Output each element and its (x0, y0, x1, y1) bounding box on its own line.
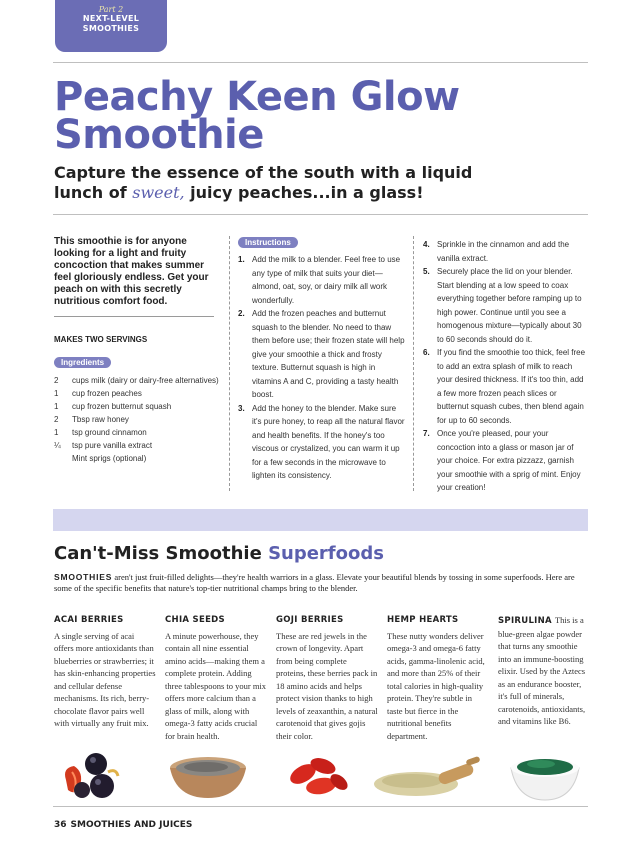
superfood-acai (54, 614, 156, 730)
ingredient-text: cup frozen butternut squash (72, 402, 172, 411)
superfood-goji (276, 614, 378, 742)
ingredient-text: cups milk (dairy or dairy-free alternatives) (72, 376, 219, 385)
page-subtitle (54, 163, 574, 203)
footer-title: SMOOTHIES AND JUICES (70, 820, 193, 830)
ingredient-text: cup frozen peaches (72, 389, 142, 398)
superfood-name: CHIA SEEDS (165, 615, 225, 625)
ingredient-qty: 2 (54, 415, 59, 424)
ingredient-qty: 1 (54, 389, 59, 398)
instruction-step (238, 307, 406, 402)
superfood-name: ACAI BERRIES (54, 615, 124, 625)
step-number: 6. (423, 348, 430, 357)
subtitle-line2-start: lunch of (54, 183, 133, 202)
superfoods-title-accent: Superfoods (268, 543, 384, 564)
superfood-name: GOJI BERRIES (276, 615, 344, 625)
step-number: 1. (238, 255, 245, 264)
step-number: 5. (423, 267, 430, 276)
superfoods-intro (54, 572, 589, 594)
ingredient-qty: 2 (54, 376, 59, 385)
instruction-step (423, 238, 588, 265)
step-text: If you find the smoothie too thick, feel free to add an extra splash of milk to reach your desired thickness. If it's too thin, add a few more frozen peach slices or butternut squash cubes, then blend again for up to 60 seconds. (437, 348, 586, 425)
acai-berries-image (58, 750, 128, 806)
ingredient-text: tsp pure vanilla extract (72, 441, 153, 450)
ingredient-text: tsp ground cinnamon (72, 428, 147, 437)
step-number: 2. (238, 309, 245, 318)
section-band (53, 509, 588, 531)
ingredient-item (54, 374, 224, 387)
ingredient-item (54, 439, 224, 452)
superfoods-intro-text: aren't just fruit-filled delights—they're health warriors in a glass. Elevate your beautiful blends by tossing in some superfoods. Here are some of the specific benefits that nature's top-tier nutritional champs bring to the blender. (54, 572, 575, 593)
hemp-hearts-image (372, 756, 482, 800)
title-line-2: Smoothie (54, 112, 264, 158)
superfood-text: A minute powerhouse, they contain all nine essential amino acids—making them a complete protein. Adding three tablespoons to your mix offers more calcium than a glass of milk, along with omega-3 fatty acids crucial for brain health. (165, 630, 267, 741)
column-divider-1 (229, 236, 230, 491)
subtitle-line-1: Capture the essence of the south with a liquid (54, 163, 473, 182)
step-text: Sprinkle in the cinnamon and add the vanilla extract. (437, 240, 570, 263)
instruction-step (238, 402, 406, 483)
ingredient-text: Tbsp raw honey (72, 415, 129, 424)
bottom-divider (53, 806, 588, 807)
ingredient-text: Mint sprigs (optional) (72, 454, 147, 463)
page-footer (54, 820, 192, 830)
ingredient-item (54, 452, 224, 465)
step-text: Add the honey to the blender. Make sure it's pure honey, to reap all the natural flavor and health benefits. If the honey's too viscous or crystalized, you can warm it up for a few seconds in the microwave to lighten its consistency. (252, 403, 405, 480)
page-title (54, 74, 460, 158)
instructions-heading: Instructions (238, 237, 298, 248)
ingredient-qty: 1 (54, 402, 59, 411)
subtitle-sweet-word: sweet, (132, 183, 185, 202)
instruction-step (238, 253, 406, 307)
instruction-step (423, 427, 588, 495)
step-text: Securely place the lid on your blender. Start blending at a low speed to coax everything together before ramping up to high power. Continue until you see a homogenous mixture—typically about 30 to 60 seconds should do it. (437, 267, 582, 344)
column-divider-2 (413, 236, 414, 491)
step-text: Add the milk to a blender. Feel free to use any type of milk that suits your diet—almond, oat, soy, or dairy milk all work wonderfully. (252, 255, 401, 305)
superfood-name: SPIRULINA (498, 616, 552, 626)
ingredient-item (54, 426, 224, 439)
servings-label: MAKES TWO SERVINGS (54, 335, 148, 344)
step-text: Once you're pleased, pour your concoction into a glass or mason jar of your choice. For extra pizzazz, garnish your smoothie with a sprig of mint. Enjoy your creation! (437, 429, 581, 492)
intro-divider (54, 316, 214, 317)
ingredients-list (54, 374, 224, 465)
superfood-text: These nutty wonders deliver omega-3 and omega-6 fatty acids, gamma-linolenic acid, and more than 25% of their total calories in high-quality protein. They're subtle in taste but fierce in the nutritional benefits department. (387, 630, 485, 741)
section-tab (55, 0, 167, 52)
step-text: Add the frozen peaches and butternut squash to the blender. No need to thaw them before use; their frozen state will help give your smoothie a thick and frosty texture. Butternut squash is high in vitamins A and C, providing a tasty health boost. (252, 309, 405, 399)
chia-seeds-image (168, 754, 248, 800)
superfood-text: These are red jewels in the crown of longevity. Apart from being complete proteins, these berries pack in 18 amino acids and helps protect vision thanks to high levels of zeaxanthin, a natural carotenoid that gives gojis their color. (276, 630, 378, 741)
tab-line-2: SMOOTHIES (82, 24, 140, 33)
subtitle-line-2 (54, 183, 574, 203)
page-number: 36 (54, 820, 67, 830)
step-number: 3. (238, 403, 245, 413)
tab-part-label: Part 2 (98, 5, 124, 14)
title-line-1: Peachy Keen Glow (54, 74, 460, 120)
ingredient-item (54, 413, 224, 426)
superfood-name: HEMP HEARTS (387, 615, 459, 625)
superfood-chia (165, 614, 267, 742)
superfoods-intro-lead: SMOOTHIES (54, 572, 113, 582)
instructions-column-2 (423, 238, 588, 495)
ingredient-qty: 1 (54, 428, 59, 437)
ingredient-qty: ¼ (54, 441, 61, 450)
superfoods-title (54, 543, 384, 564)
superfood-spirulina (498, 614, 590, 728)
superfood-hemp (387, 614, 489, 742)
spirulina-image (507, 752, 583, 802)
ingredient-item (54, 400, 224, 413)
ingredients-heading: Ingredients (54, 357, 111, 368)
instruction-step (423, 346, 588, 427)
instruction-step (423, 265, 588, 346)
subtitle-divider (53, 214, 588, 215)
subtitle-line2-end: juicy peaches...in a glass! (184, 183, 424, 202)
step-number: 7. (423, 429, 430, 438)
tab-line-1: NEXT-LEVEL (82, 14, 140, 23)
instructions-column-1 (238, 253, 406, 483)
ingredient-item (54, 387, 224, 400)
goji-berries-image (283, 752, 353, 804)
top-divider (53, 62, 588, 63)
superfoods-title-main: Can't-Miss Smoothie (54, 543, 269, 564)
ingredient-qty (54, 452, 72, 465)
step-number: 4. (423, 240, 430, 249)
superfood-text: This is a blue-green algae powder that turns any smoothie into an immune-boosting elixir. Used by the Aztecs as an endurance booster, it's full of minerals, carotenoids, antioxidants, and vitamins like B6. (498, 615, 586, 726)
recipe-intro: This smoothie is for anyone looking for a light and fruity concoction that makes summer feel gloriously endless. Get your peach on with this secretly nutritious comfort food. (54, 236, 209, 307)
superfood-text: A single serving of acai offers more antioxidants than blueberries or strawberries; it has skin-enhancing properties and cellular defense mechanisms. Its rich, berry-chocolate flavor pairs well with virtually any fruit mix. (54, 630, 156, 728)
